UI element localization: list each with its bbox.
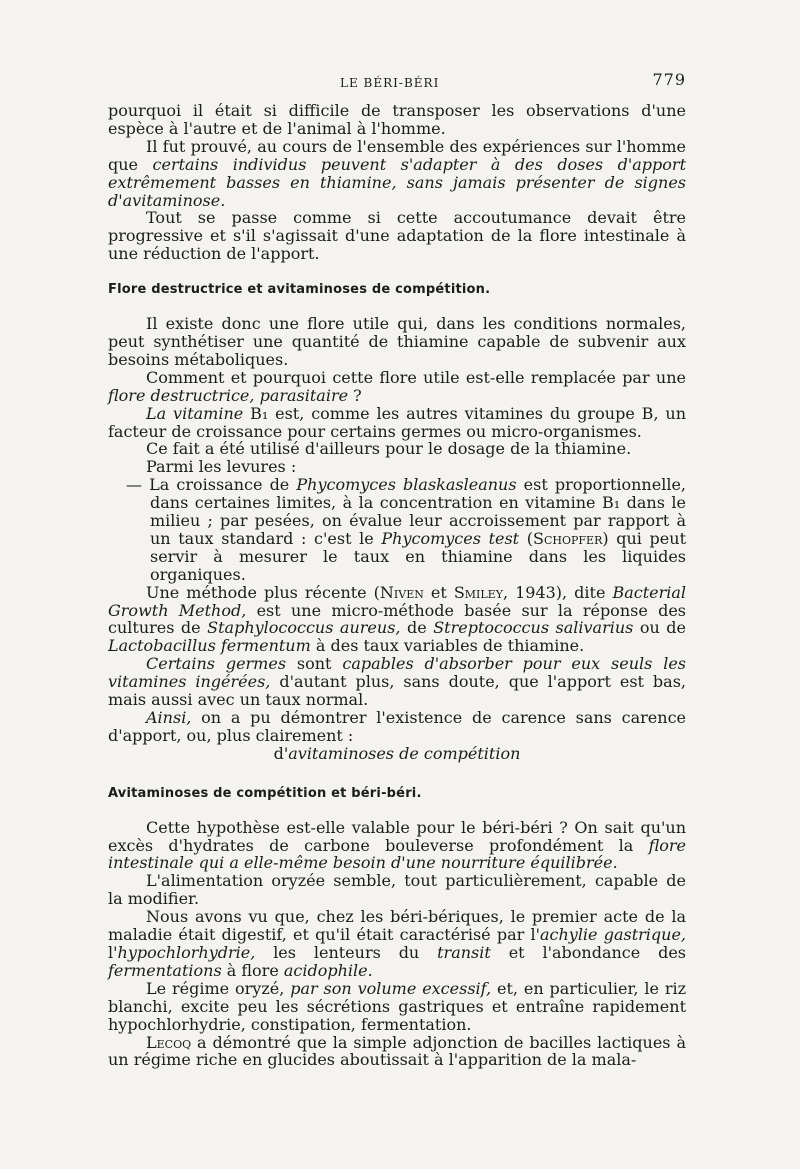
paragraph: Une méthode plus récente (Niven et Smiley, 1943), dite Bacterial Growth Method, est une micro-méthode basée sur la réponse des cultures de Staphylococcus aureus, de Streptococcus salivarius ou de Lactobacillus fermentum à des taux variables de thiamine.	[108, 582, 687, 656]
page-number: 779	[652, 70, 686, 89]
paragraph: pourquoi il était si difficile de transposer les observations d'une espèce à l'autre et de l'animal à l'homme.	[108, 101, 686, 138]
section-heading: Flore destructrice et avitaminoses de compétition.	[108, 282, 491, 298]
paragraph: L'alimentation oryzée semble, tout particulièrement, capable de la modifier.	[108, 871, 686, 909]
paragraph: La vitamine B₁ est, comme les autres vitamines du groupe B, un facteur de croissance pour certains germes ou micro-organismes.	[108, 403, 686, 441]
paragraph: Comment et pourquoi cette flore utile est-elle remplacée par une flore destructrice, parasitaire ?	[108, 367, 686, 405]
paragraph: Lecoq a démontré que la simple adjonction de bacilles lactiques à un régime riche en glucides aboutissait à l'apparition de la mala-	[108, 1032, 686, 1070]
paragraph: Nous avons vu que, chez les béri-bériques, le premier acte de la maladie était digestif, et qu'il était caractérisé par l'achylie gastrique, l'hypochlorhydrie, les lenteurs du transit et l'abondance des fermentations à flore acidophile.	[108, 907, 687, 980]
paragraph: Ce fait a été utilisé d'ailleurs pour le dosage de la thiamine.	[146, 439, 632, 459]
list-item: — La croissance de Phycomyces blaskasleanus est proportionnelle, dans certaines limites, à la concentration en vitamine B₁ dans le milieu ; par pesées, on évalue leur accroissement par rapport à un taux standard : c'est le Phycomyces test (Schopfer) qui peut servir à mesurer le taux en thiamine dans les liquides organiques.	[126, 475, 686, 584]
section-heading: Avitaminoses de compétition et béri-béri.	[108, 785, 422, 801]
paragraph: Il fut prouvé, au cours de l'ensemble des expériences sur l'homme que certains individus peuvent s'adapter à des doses d'apport extrêmement basses en thiamine, sans jamais présenter de signes d'avitaminose.	[108, 136, 686, 210]
paragraph: Tout se passe comme si cette accoutumance devait être progressive et s'il s'agissait d'une adaptation de la flore intestinale à une réduction de l'apport.	[108, 208, 686, 264]
running-header	[108, 70, 686, 90]
paragraph: Ainsi, on a pu démontrer l'existence de carence sans carence d'apport, ou, plus clairement :	[108, 708, 686, 745]
paragraph: Le régime oryzé, par son volume excessif, et, en particulier, le riz blanchi, excite peu les sécrétions gastriques et entraîne rapidement hypochlorhydrie, constipation, fermentation.	[108, 978, 687, 1034]
paragraph: Parmi les levures :	[146, 457, 297, 477]
paragraph: Cette hypothèse est-elle valable pour le béri-béri ? On sait qu'un excès d'hydrates de carbone bouleverse profondément la flore intestinale qui a elle-même besoin d'une nourriture équilibrée.	[108, 817, 686, 873]
paragraph: Il existe donc une flore utile qui, dans les conditions normales, peut synthétiser une quantité de thiamine capable de subvenir aux besoins métaboliques.	[108, 314, 686, 369]
centered-phrase: d'avitaminoses de compétition	[273, 743, 521, 763]
paragraph: Certains germes sont capables d'absorber pour eux seuls les vitamines ingérées, d'autant plus, sans doute, que l'apport est bas, mais aussi avec un taux normal.	[108, 654, 687, 710]
body-text	[108, 102, 686, 1069]
running-title: LE BÉRI-BÉRI	[340, 76, 440, 90]
